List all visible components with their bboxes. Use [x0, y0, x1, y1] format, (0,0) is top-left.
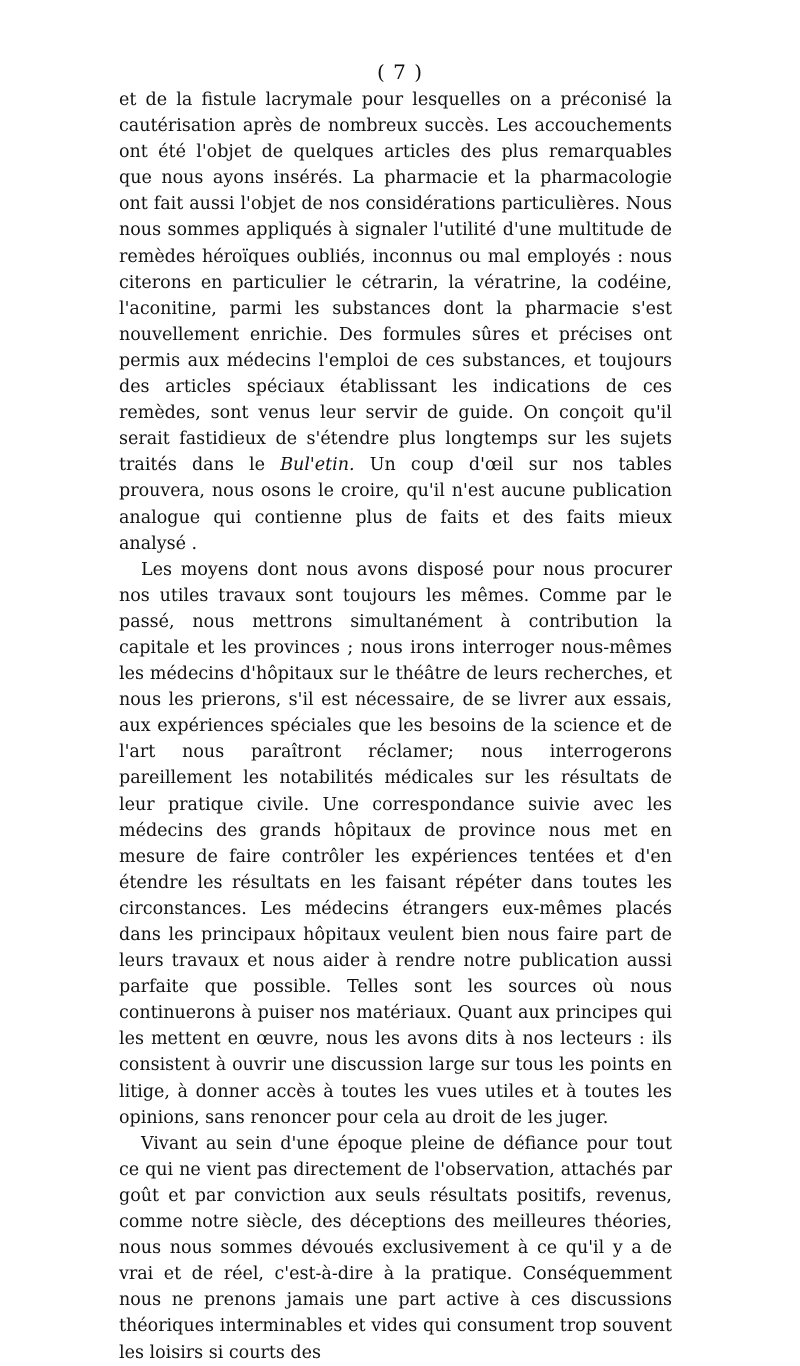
paragraph-2: Les moyens dont nous avons disposé pour nous procurer nos utiles travaux sont toujours les mêmes. Comme par le passé, nous mettrons simultanément à contribution la capitale et les provinces ; nous irons interroger nous-mêmes les médecins d'hôpitaux sur le théâtre de leurs recherches, et nous les prierons, s'il est nécessaire, de se livrer aux essais, aux expériences spéciales que les besoins de la science et de l'art nous paraîtront réclamer; nous interrogerons pareillement les notabilités médicales sur les résultats de leur pratique civile. Une correspondance suivie avec les médecins des grands hôpitaux de province nous met en mesure de faire contrôler les expériences tentées et d'en étendre les résultats en les faisant répéter dans toutes les circonstances. Les médecins étrangers eux-mêmes placés dans les principaux hôpitaux veulent bien nous faire part de leurs travaux et nous aider à rendre notre publication aussi parfaite que possible. Telles sont les sources où nous continuerons à puiser nos matériaux. Quant aux principes qui les mettent en œuvre, nous les avons dits à nos lecteurs : ils consistent à ouvrir une discussion large sur tous les points en litige, à donner accès à toutes les vues utiles et à toutes les opinions, sans renoncer pour cela au droit de les juger. — [119, 559, 672, 1128]
paragraph-1-text-end: Un coup d'œil sur nos tables prouvera, nous osons le croire, qu'il n'est aucune publication analogue qui contienne plus de faits et des faits mieux analysé . — [119, 455, 672, 554]
paragraph-1-text: et de la fistule lacrymale pour lesquelles on a préconisé la cautérisation après de nombreux succès. Les accouchements ont été l'objet de quelques articles des plus remarquables que nous ayons insérés. La pharmacie et la pharmacologie ont fait aussi l'objet de nos considérations particulières. Nous nous sommes appliqués à signaler l'utilité d'une multitude de remèdes héroïques oubliés, inconnus ou mal employés : nous citerons en particulier le cétrarin, la vératrine, la codéine, l'aconitine, parmi les substances dont la pharmacie s'est nouvellement enrichie. Des formules sûres et précises ont permis aux médecins l'emploi de ces substances, et toujours des articles spéciaux établissant les indications de ces remèdes, sont venus leur servir de guide. On conçoit qu'il serait fastidieux de s'étendre plus longtemps sur les sujets traités dans le — [119, 90, 672, 476]
paragraph-1 — [119, 87, 672, 557]
journal-title-italic: Bul'etin. — [280, 455, 355, 476]
page-number: ( 7 ) — [376, 60, 424, 84]
paragraph-3: Vivant au sein d'une époque pleine de défiance pour tout ce qui ne vient pas directement de l'observation, attachés par goût et par conviction aux seuls résultats positifs, revenus, comme notre siècle, des déceptions des meilleures théories, nous nous sommes dévoués exclusivement à ce qu'il y a de vrai et de réel, c'est-à-dire à la pratique. Conséquemment nous ne prenons jamais une part active à ces discussions théoriques interminables et vides qui consument trop souvent les loisirs si courts des — [119, 1133, 672, 1363]
body-text — [119, 87, 672, 1366]
